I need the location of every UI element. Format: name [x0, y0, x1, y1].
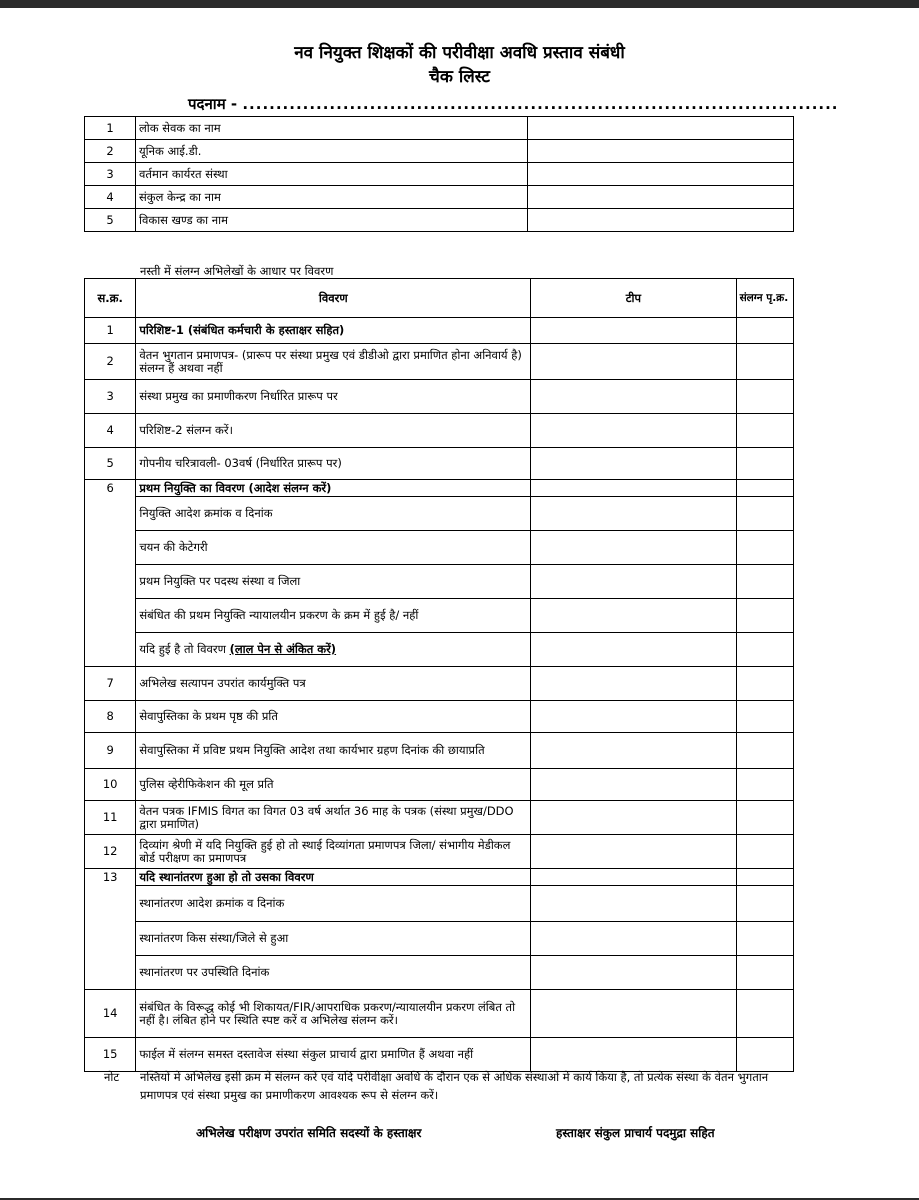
remark-cell[interactable] — [531, 497, 736, 531]
attached-cell[interactable] — [736, 922, 793, 956]
row-text: परिशिष्ट-2 संलग्न करें। — [136, 414, 531, 448]
remark-cell[interactable] — [531, 599, 736, 633]
attached-cell[interactable] — [736, 565, 793, 599]
remark-cell[interactable] — [531, 835, 736, 869]
header-remark: टीप — [531, 279, 736, 318]
table-row — [85, 344, 794, 380]
row-num: 6 — [85, 480, 136, 667]
row-text: अभिलेख सत्यापन उपरांत कार्यमुक्ति पत्र — [136, 667, 531, 701]
attached-cell[interactable] — [736, 956, 793, 990]
remark-cell[interactable] — [531, 318, 736, 344]
post-dots: ......................................................................................... — [242, 95, 839, 113]
info-num: 2 — [85, 140, 136, 163]
remark-cell[interactable] — [531, 701, 736, 733]
header-details: विवरण — [136, 279, 531, 318]
remark-cell[interactable] — [531, 886, 736, 922]
remark-cell[interactable] — [531, 667, 736, 701]
remark-cell[interactable] — [531, 531, 736, 565]
info-num: 4 — [85, 186, 136, 209]
remark-cell[interactable] — [531, 769, 736, 801]
table-row — [85, 497, 794, 531]
attached-cell[interactable] — [736, 318, 793, 344]
row-text: संबंधित की प्रथम नियुक्ति न्यायालयीन प्रकरण के क्रम में हुई है/ नहीं — [136, 599, 531, 633]
table-row — [85, 733, 794, 769]
row-num: 13 — [85, 869, 136, 990]
table-row — [85, 163, 794, 186]
remark-cell[interactable] — [531, 922, 736, 956]
note-text: नस्तियों में अभिलेख इसी क्रम में संलग्न करें एवं यदि परीवीक्षा अवधि के दौरान एक से अधिक संस्थाओं में कार्य किया है, तो प्रत्येक संस्था के वेतन भुगतान प्रमाणपत्र एवं संस्था प्रमुख का प्रमाणीकरण आवश्यक रूप से संलग्न करें। — [140, 1070, 769, 1102]
attached-cell[interactable] — [736, 886, 793, 922]
remark-cell[interactable] — [531, 733, 736, 769]
table-row — [85, 318, 794, 344]
remark-cell[interactable] — [531, 565, 736, 599]
row-text: नियुक्ति आदेश क्रमांक व दिनांक — [136, 497, 531, 531]
table-row — [85, 414, 794, 448]
info-num: 5 — [85, 209, 136, 232]
committee-signature-label: अभिलेख परीक्षण उपरांत समिति सदस्यों के हस्ताक्षर — [196, 1126, 422, 1140]
table-row — [85, 835, 794, 869]
table-header-row — [85, 279, 794, 318]
row-text: सेवापुस्तिका में प्रविष्ट प्रथम नियुक्ति आदेश तथा कार्यभार ग्रहण दिनांक की छायाप्रति — [136, 733, 531, 769]
remark-cell[interactable] — [531, 480, 736, 497]
attached-cell[interactable] — [736, 480, 793, 497]
header-attached: संलग्न पृ.क्र. — [736, 279, 793, 318]
info-table — [84, 116, 794, 232]
row-text: यदि स्थानांतरण हुआ हो तो उसका विवरण — [136, 869, 531, 886]
table-row — [85, 801, 794, 835]
row-text: वेतन भुगतान प्रमाणपत्र- (प्रारूप पर संस्था प्रमुख एवं डीडीओ द्वारा प्रमाणित होना अनिवार्य है) संलग्न हैं अथवा नहीं — [136, 344, 531, 380]
attached-cell[interactable] — [736, 801, 793, 835]
attached-cell[interactable] — [736, 869, 793, 886]
row-text: वेतन पत्रक IFMIS विगत का विगत 03 वर्ष अर्थात 36 माह के पत्रक (संस्था प्रमुख/DDO द्वारा प्रमाणित) — [136, 801, 531, 835]
row-text: स्थानांतरण पर उपस्थिति दिनांक — [136, 956, 531, 990]
remark-cell[interactable] — [531, 801, 736, 835]
remark-cell[interactable] — [531, 869, 736, 886]
attached-cell[interactable] — [736, 448, 793, 480]
row-text: फाईल में संलग्न समस्त दस्तावेज संस्था संकुल प्राचार्य द्वारा प्रमाणित हैं अथवा नहीं — [136, 1038, 531, 1072]
principal-signature-label: हस्ताक्षर संकुल प्राचार्य पदमुद्रा सहित — [556, 1126, 715, 1140]
row-text: प्रथम नियुक्ति का विवरण (आदेश संलग्न करें) — [136, 480, 531, 497]
attached-cell[interactable] — [736, 380, 793, 414]
table-row — [85, 990, 794, 1038]
attached-cell[interactable] — [736, 344, 793, 380]
table-row — [85, 667, 794, 701]
attached-cell[interactable] — [736, 531, 793, 565]
row-num: 9 — [85, 733, 136, 769]
row-num: 12 — [85, 835, 136, 869]
checklist-subtitle: नस्ती में संलग्न अभिलेखों के आधार पर विवरण — [140, 264, 334, 278]
table-row — [85, 140, 794, 163]
row-num: 8 — [85, 701, 136, 733]
table-row — [85, 380, 794, 414]
remark-cell[interactable] — [531, 990, 736, 1038]
table-row — [85, 531, 794, 565]
row-num: 10 — [85, 769, 136, 801]
info-label: संकुल केन्द्र का नाम — [136, 186, 528, 209]
row-num: 3 — [85, 380, 136, 414]
row-text: सेवापुस्तिका के प्रथम पृष्ठ की प्रति — [136, 701, 531, 733]
info-value-cell[interactable] — [528, 209, 794, 232]
attached-cell[interactable] — [736, 1038, 793, 1072]
row-text-main: यदि हुई है तो विवरण — [139, 642, 226, 656]
row-text: चयन की केटेगरी — [136, 531, 531, 565]
remark-cell[interactable] — [531, 380, 736, 414]
page-subtitle: चैक लिस्ट — [429, 67, 490, 87]
remark-cell[interactable] — [531, 414, 736, 448]
attached-cell[interactable] — [736, 990, 793, 1038]
info-value-cell[interactable] — [528, 140, 794, 163]
info-value-cell[interactable] — [528, 186, 794, 209]
row-num: 15 — [85, 1038, 136, 1072]
page-title: नव नियुक्त शिक्षकों की परीवीक्षा अवधि प्रस्ताव संबंधी — [294, 43, 625, 63]
row-text-emphasis: (लाल पेन से अंकित करें) — [229, 642, 337, 656]
post-label: पदनाम - — [188, 95, 238, 113]
info-label: लोक सेवक का नाम — [136, 117, 528, 140]
attached-cell[interactable] — [736, 497, 793, 531]
table-row — [85, 922, 794, 956]
row-num: 4 — [85, 414, 136, 448]
attached-cell[interactable] — [736, 835, 793, 869]
remark-cell[interactable] — [531, 956, 736, 990]
row-text: पुलिस व्हेरीफिकेशन की मूल प्रति — [136, 769, 531, 801]
row-text: स्थानांतरण आदेश क्रमांक व दिनांक — [136, 886, 531, 922]
table-row — [85, 448, 794, 480]
post-line — [188, 94, 839, 114]
remark-cell[interactable] — [531, 448, 736, 480]
table-row — [85, 1038, 794, 1072]
table-row — [85, 117, 794, 140]
table-row — [85, 633, 794, 667]
row-text: संस्था प्रमुख का प्रमाणीकरण निर्धारित प्रारूप पर — [136, 380, 531, 414]
table-row — [85, 769, 794, 801]
row-num: 11 — [85, 801, 136, 835]
info-num: 3 — [85, 163, 136, 186]
attached-cell[interactable] — [736, 769, 793, 801]
row-text: परिशिष्ट-1 (संबंधित कर्मचारी के हस्ताक्षर सहित) — [136, 318, 531, 344]
attached-cell[interactable] — [736, 733, 793, 769]
row-num: 2 — [85, 344, 136, 380]
remark-cell[interactable] — [531, 344, 736, 380]
table-row — [85, 209, 794, 232]
remark-cell[interactable] — [531, 1038, 736, 1072]
table-row — [85, 565, 794, 599]
attached-cell[interactable] — [736, 414, 793, 448]
checklist-table — [84, 278, 794, 1072]
document-page — [0, 8, 919, 1198]
row-text: संबंधित के विरूद्ध कोई भी शिकायत/FIR/आपराधिक प्रकरण/न्यायालयीन प्रकरण लंबित तो नहीं है। लंबित होने पर स्थिति स्पष्ट करें व अभिलेख संलग्न करें। — [136, 990, 531, 1038]
attached-cell[interactable] — [736, 701, 793, 733]
row-text: प्रथम नियुक्ति पर पदस्थ संस्था व जिला — [136, 565, 531, 599]
info-value-cell[interactable] — [528, 163, 794, 186]
remark-cell[interactable] — [531, 633, 736, 667]
row-text: दिव्यांग श्रेणी में यदि नियुक्ति हुई हो तो स्थाई दिव्यांगता प्रमाणपत्र जिला/ संभागीय मेडीकल बोर्ड परीक्षण का प्रमाणपत्र — [136, 835, 531, 869]
attached-cell[interactable] — [736, 633, 793, 667]
row-num: 7 — [85, 667, 136, 701]
info-label: वर्तमान कार्यरत संस्था — [136, 163, 528, 186]
info-value-cell[interactable] — [528, 117, 794, 140]
row-text: स्थानांतरण किस संस्था/जिले से हुआ — [136, 922, 531, 956]
row-text — [136, 633, 531, 667]
row-num: 14 — [85, 990, 136, 1038]
info-label: विकास खण्ड का नाम — [136, 209, 528, 232]
info-label: यूनिक आई.डी. — [136, 140, 528, 163]
attached-cell[interactable] — [736, 599, 793, 633]
note-label: नोट — [104, 1070, 120, 1084]
table-row — [85, 480, 794, 497]
table-row — [85, 599, 794, 633]
row-num: 1 — [85, 318, 136, 344]
row-text: गोपनीय चरित्रावली- 03वर्ष (निर्धारित प्रारूप पर) — [136, 448, 531, 480]
attached-cell[interactable] — [736, 667, 793, 701]
table-row — [85, 701, 794, 733]
table-row — [85, 869, 794, 886]
header-sno: स.क्र. — [85, 279, 136, 318]
table-row — [85, 956, 794, 990]
table-row — [85, 186, 794, 209]
row-num: 5 — [85, 448, 136, 480]
info-num: 1 — [85, 117, 136, 140]
table-row — [85, 886, 794, 922]
